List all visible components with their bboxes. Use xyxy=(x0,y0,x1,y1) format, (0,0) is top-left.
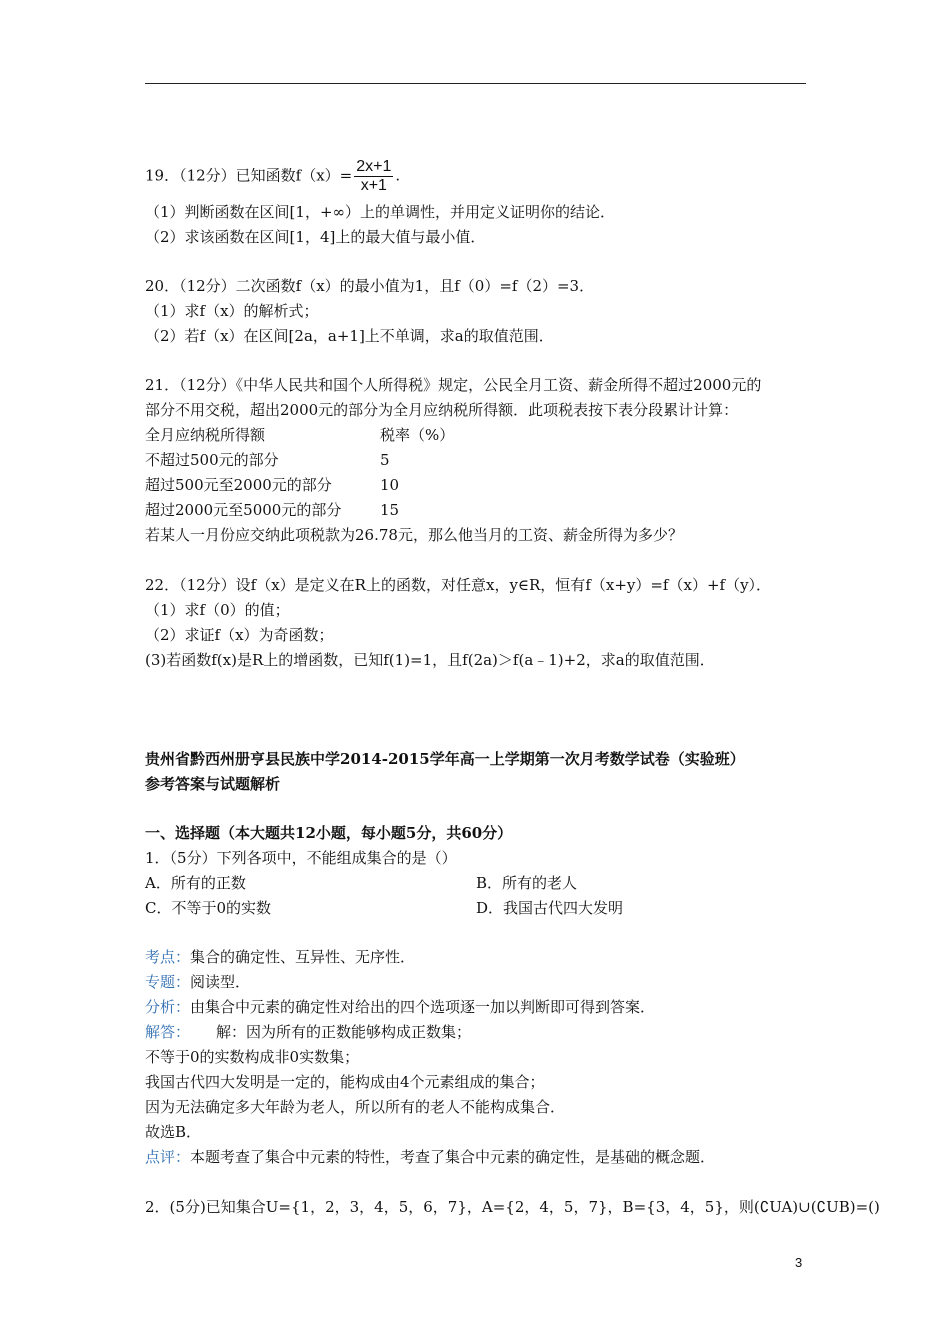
q19-fraction-denominator: x+1 xyxy=(360,177,387,194)
tax-table-cell: 超过500元至2000元的部分 xyxy=(145,476,332,494)
header-rule xyxy=(145,83,806,84)
q19-fraction xyxy=(354,158,393,195)
dianping-text: 本题考查了集合中元素的特性，考查了集合中元素的确定性，是基础的概念题． xyxy=(190,1148,716,1166)
q22-part3: (3)若函数f(x)是R上的增函数，已知f(1)=1，且f(2a)＞f(a﹣1)+2，求a的取值范围． xyxy=(145,651,715,669)
dianping-label: 点评： xyxy=(145,1148,191,1166)
answers-title: 贵州省黔西州册亨县民族中学2014-2015学年高一上学期第一次月考数学试卷（实验班） xyxy=(145,750,745,768)
kaodian-label: 考点： xyxy=(145,948,191,966)
q21-question: 若某人一月份应交纳此项税款为26.78元，那么他当月的工资、薪金所得为多少？ xyxy=(145,526,683,544)
tax-table-cell: 10 xyxy=(380,476,400,494)
q19-part1: （1）判断函数在区间[1，+∞）上的单调性，并用定义证明你的结论． xyxy=(145,203,616,221)
q19-head-tail: . xyxy=(395,166,401,185)
kaodian-text: 集合的确定性、互异性、无序性． xyxy=(190,948,416,966)
tax-table-header-rate: 税率（%） xyxy=(380,426,455,444)
section-heading: 一、选择题（本大题共12小题，每小题5分，共60分） xyxy=(145,824,513,842)
fenxi-line xyxy=(145,997,655,1017)
tax-table-cell: 超过2000元至5000元的部分 xyxy=(145,501,342,519)
q22-part1: （1）求f（0）的值； xyxy=(145,601,290,619)
jieda-line-3: 因为无法确定多大年龄为老人，所以所有的老人不能构成集合． xyxy=(145,1098,566,1116)
dianping-line xyxy=(145,1147,715,1167)
fenxi-label: 分析： xyxy=(145,998,191,1016)
answers-subtitle: 参考答案与试题解析 xyxy=(145,775,281,793)
a-q1-option-d: D．我国古代四大发明 xyxy=(476,899,624,917)
jieda-line xyxy=(145,1022,471,1042)
a-q2-head: 2．(5分)已知集合U={1，2，3，4，5，6，7}，A={2，4，5，7}，B={3，4，5}，则(∁UA)∪(∁UB)=() xyxy=(145,1198,880,1216)
q19-fraction-numerator: 2x+1 xyxy=(356,158,392,175)
jieda-line-2: 我国古代四大发明是一定的，能构成由4个元素组成的集合； xyxy=(145,1073,545,1091)
q20-part1: （1）求f（x）的解析式； xyxy=(145,302,319,320)
a-q1-option-b: B．所有的老人 xyxy=(476,874,578,892)
jieda-line-4: 故选B． xyxy=(145,1123,202,1141)
jieda-label: 解答： xyxy=(145,1023,191,1041)
q19-part2: （2）求该函数在区间[1，4]上的最大值与最小值． xyxy=(145,228,486,246)
tax-table-cell: 5 xyxy=(380,451,390,469)
q19-head-text: 19．（12分）已知函数f（x）= xyxy=(145,166,353,185)
q21-line2: 部分不用交税，超出2000元的部分为全月应纳税所得额．此项税表按下表分段累计计算： xyxy=(145,401,739,419)
tax-table-cell: 不超过500元的部分 xyxy=(145,451,279,469)
q22-head: 22．（12分）设f（x）是定义在R上的函数，对任意x，y∈R，恒有f（x+y）=f（x）+f（y）． xyxy=(145,576,772,594)
page-number: 3 xyxy=(795,1255,803,1270)
zhuanti-line xyxy=(145,972,250,992)
kaodian-line xyxy=(145,947,415,967)
a-q1-head: 1．（5分）下列各项中，不能组成集合的是（） xyxy=(145,849,457,867)
zhuanti-label: 专题： xyxy=(145,973,191,991)
a-q1-option-a: A．所有的正数 xyxy=(145,874,246,892)
zhuanti-text: 阅读型． xyxy=(190,973,251,991)
q19-head xyxy=(145,158,400,195)
q22-part2: （2）求证f（x）为奇函数； xyxy=(145,626,334,644)
tax-table-cell: 15 xyxy=(380,501,400,519)
tax-table-header-amount: 全月应纳税所得额 xyxy=(145,426,266,444)
a-q1-option-c: C．不等于0的实数 xyxy=(145,899,272,917)
q20-head: 20．（12分）二次函数f（x）的最小值为1，且f（0）=f（2）=3． xyxy=(145,277,595,295)
q21-line1: 21．（12分）《中华人民共和国个人所得税》规定，公民全月工资、薪金所得不超过2000元的 xyxy=(145,376,762,394)
q20-part2: （2）若f（x）在区间[2a，a+1]上不单调，求a的取值范围． xyxy=(145,327,554,345)
fenxi-text: 由集合中元素的确定性对给出的四个选项逐一加以判断即可得到答案． xyxy=(190,998,656,1016)
jieda-text: 解：因为所有的正数能够构成正数集； xyxy=(216,1023,472,1041)
jieda-line-1: 不等于0的实数构成非0实数集； xyxy=(145,1048,360,1066)
